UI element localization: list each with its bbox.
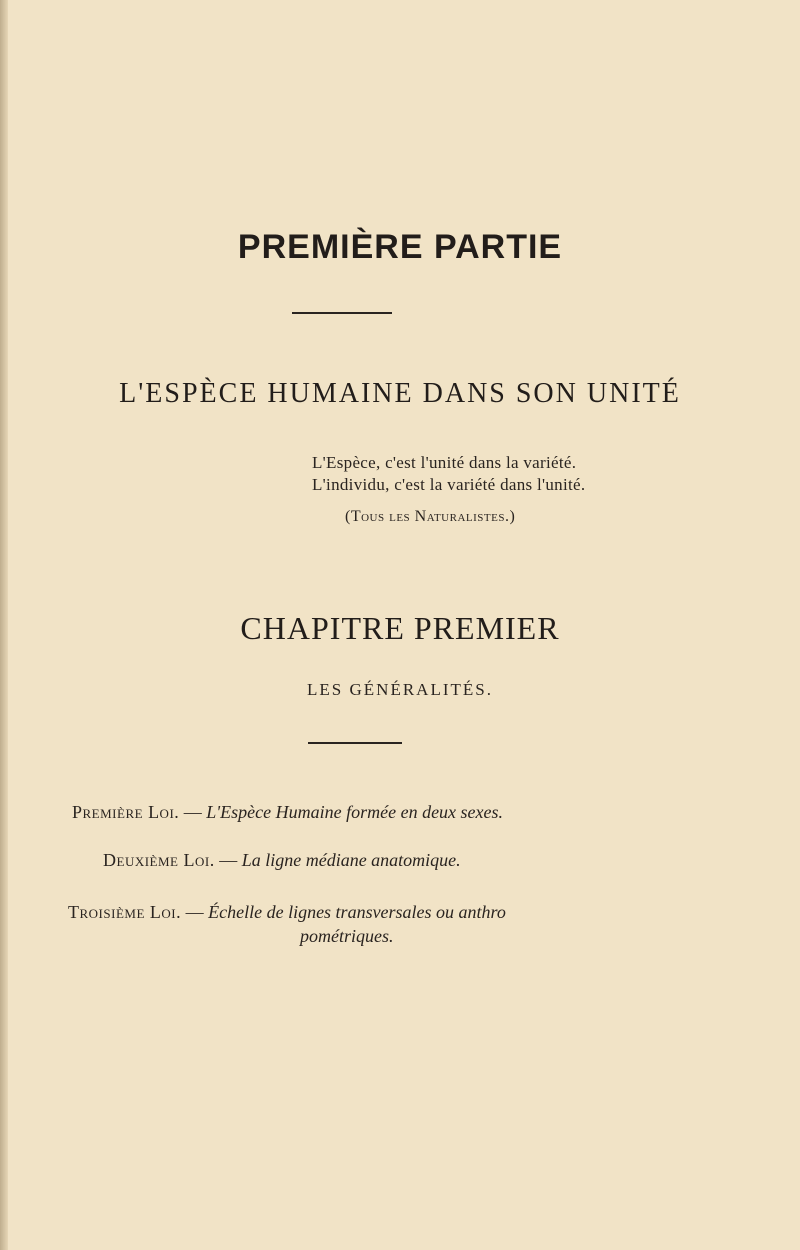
epigraph-attribution: (Tous les Naturalistes.) <box>345 508 516 525</box>
law-text-continuation: pométriques. <box>300 926 394 946</box>
epigraph-line: L'Espèce, c'est l'unité dans la variété. <box>312 453 577 472</box>
chapter-subtitle: LES GÉNÉRALITÉS. <box>307 680 493 699</box>
divider-rule <box>292 312 392 314</box>
law-text: La ligne médiane anatomique. <box>241 850 461 870</box>
law-label: Deuxième Loi. <box>103 850 215 870</box>
law-item <box>103 848 461 872</box>
law-item <box>68 900 506 924</box>
epigraph-line: L'individu, c'est la variété dans l'unité. <box>312 475 586 494</box>
divider-rule <box>308 742 402 744</box>
law-text: L'Espèce Humaine formée en deux sexes. <box>206 802 504 822</box>
law-item <box>72 800 503 824</box>
law-label: Première Loi. <box>72 802 180 822</box>
law-text: Échelle de lignes transversales ou anthro <box>208 902 506 922</box>
epigraph <box>312 452 782 496</box>
part-title: PREMIÈRE PARTIE <box>237 228 563 266</box>
law-dash: — <box>185 902 204 922</box>
chapter-title: CHAPITRE PREMIER <box>240 610 560 646</box>
law-dash: — <box>183 802 202 822</box>
law-label: Troisième Loi. <box>68 902 182 922</box>
law-dash: — <box>219 850 238 870</box>
part-subtitle: L'ESPÈCE HUMAINE DANS SON UNITÉ <box>119 378 681 409</box>
